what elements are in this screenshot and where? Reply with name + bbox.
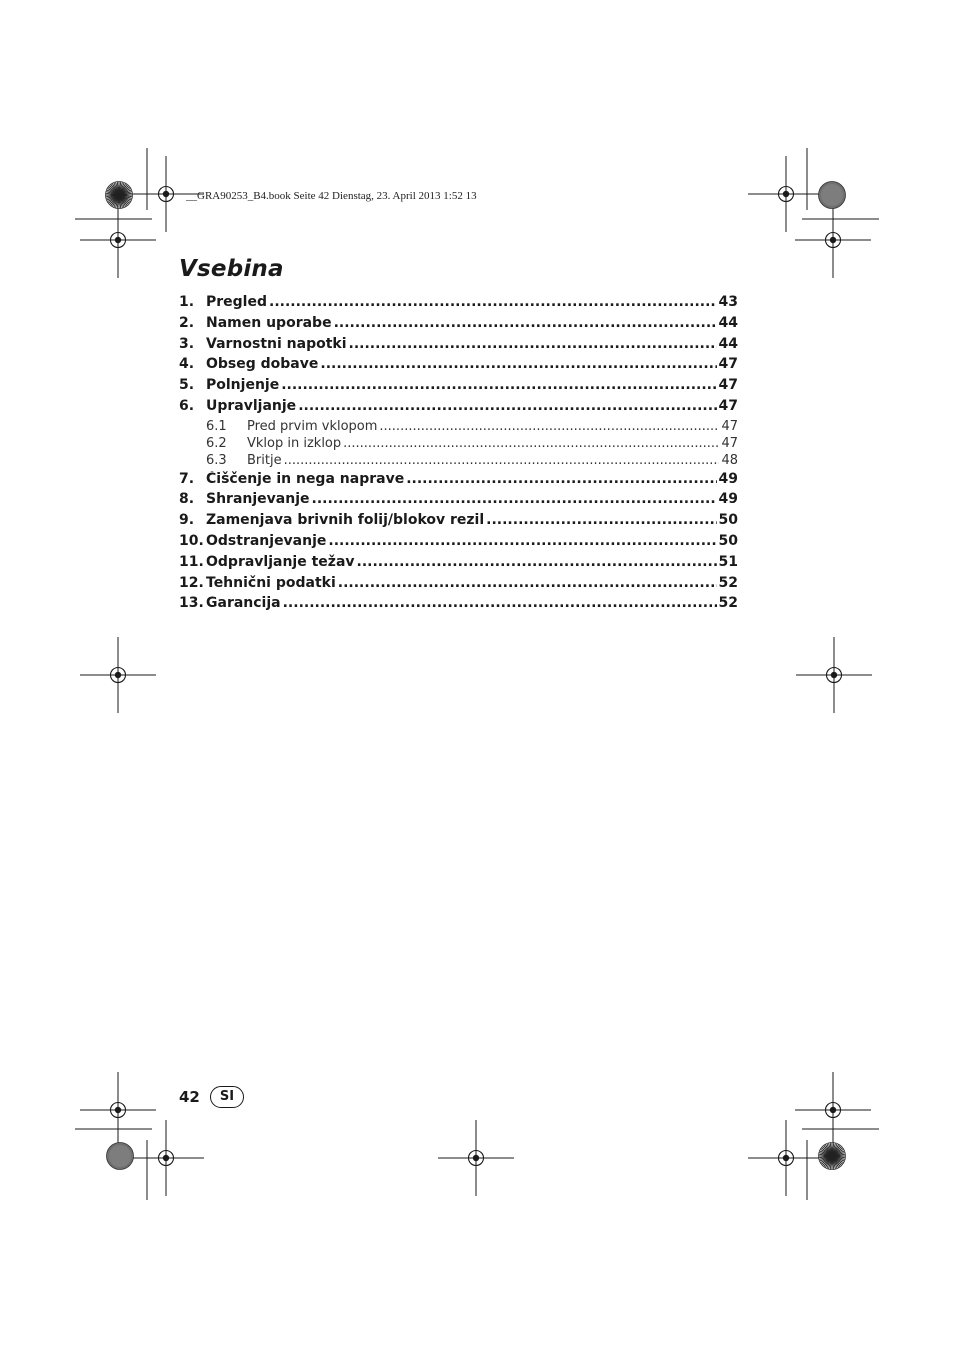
toc-dot-leader [357, 554, 717, 570]
toc-entry-page: 50 [718, 533, 738, 550]
crosshair-circle-icon [80, 637, 156, 713]
toc-entry-label: Pred prvim vklopom [247, 418, 378, 434]
toc-entry-number: 10. [179, 533, 204, 550]
toc-dot-leader [298, 398, 716, 414]
toc-entry-page: 44 [718, 314, 738, 331]
toc-entry-page: 47 [721, 436, 738, 452]
toc-entry-page: 43 [718, 294, 738, 310]
toc-entry-label: Shranjevanje [206, 491, 310, 508]
toc-entry[interactable] [179, 377, 738, 398]
toc-entry[interactable] [179, 336, 738, 357]
toc-entry[interactable] [179, 533, 738, 554]
toc-entry-number: 6.2 [206, 436, 227, 452]
toc-entry[interactable] [179, 512, 738, 533]
toc-entry[interactable] [179, 294, 738, 315]
print-header: __GRA90253_B4.book Seite 42 Dienstag, 23. April 2013 1:52 13 [186, 190, 477, 202]
starburst-circle-icon [107, 1143, 134, 1170]
toc-entry[interactable] [179, 356, 738, 377]
toc-entry-label: Polnjenje [206, 377, 280, 394]
toc-entry[interactable] [179, 453, 738, 470]
toc-entry-number: 12. [179, 574, 204, 591]
toc-entry[interactable] [179, 436, 738, 453]
crosshair-circle-icon [796, 637, 872, 713]
toc-dot-leader [284, 453, 720, 468]
toc-entry-page: 44 [718, 335, 738, 352]
page-title: Vsebina [179, 256, 284, 282]
crosshair-circle-icon [748, 156, 824, 232]
crosshair-circle-icon [748, 1120, 824, 1196]
crosshair-circle-icon [80, 202, 156, 278]
starburst-circle-icon [819, 1143, 846, 1170]
toc-entry-label: Odstranjevanje [206, 533, 327, 550]
toc-entry-number: 1. [179, 294, 195, 310]
toc-entry-number: 5. [179, 377, 195, 394]
toc-entry-label: Zamenjava brivnih folij/blokov rezil [206, 512, 485, 529]
toc-entry[interactable] [179, 419, 738, 436]
toc-entry-number: 6.1 [206, 418, 227, 434]
toc-entry-label: Vklop in izklop [247, 436, 342, 452]
toc-dot-leader [343, 436, 719, 451]
toc-entry-number: 6.3 [206, 453, 227, 469]
toc-entry[interactable] [179, 491, 738, 512]
toc-entry-label: Namen uporabe [206, 314, 332, 331]
starburst-circle-icon [819, 182, 846, 209]
toc-entry-page: 52 [718, 574, 738, 591]
toc-entry-page: 50 [718, 512, 738, 529]
toc-entry[interactable] [179, 471, 738, 492]
toc-entry-number: 9. [179, 512, 195, 529]
toc-entry[interactable] [179, 554, 738, 575]
toc-entry[interactable] [179, 595, 738, 616]
toc-entry-page: 49 [718, 491, 738, 508]
toc-entry-page: 47 [718, 397, 738, 414]
language-badge: SI [210, 1086, 244, 1108]
toc-entry-label: Varnostni napotki [206, 335, 347, 352]
crosshair-circle-icon [128, 1120, 204, 1196]
toc-entry-page: 47 [721, 418, 738, 434]
toc-entry-page: 47 [718, 377, 738, 394]
toc-entry[interactable] [179, 315, 738, 336]
toc-entry-number: 7. [179, 470, 195, 487]
toc-entry-number: 4. [179, 356, 195, 373]
toc-dot-leader [269, 294, 717, 310]
toc-dot-leader [281, 377, 716, 393]
page-number: 42 [179, 1088, 200, 1106]
toc-entry-number: 6. [179, 397, 195, 414]
toc-entry[interactable] [179, 575, 738, 596]
toc-entry-page: 49 [718, 470, 738, 487]
toc-entry-label: Pregled [206, 294, 267, 310]
toc-entry-number: 13. [179, 595, 204, 612]
toc-entry-label: Garancija [206, 595, 281, 612]
toc-entry-label: Čiščenje in nega naprave [206, 470, 405, 487]
toc-dot-leader [334, 315, 717, 331]
toc-entry-label: Upravljanje [206, 397, 297, 414]
crosshair-circle-icon [795, 202, 871, 278]
toc-entry-label: Tehnični podatki [206, 574, 336, 591]
toc-entry[interactable] [179, 398, 738, 419]
toc-dot-leader [320, 356, 716, 372]
toc-dot-leader [328, 533, 716, 549]
crosshair-circle-icon [80, 1072, 156, 1148]
toc-dot-leader [349, 336, 717, 352]
starburst-circle-icon [106, 182, 133, 209]
crosshair-circle-icon [438, 1120, 514, 1196]
toc-entry-page: 47 [718, 356, 738, 373]
toc-entry-number: 8. [179, 491, 195, 508]
toc-entry-page: 51 [718, 553, 738, 570]
toc-dot-leader [379, 419, 719, 434]
toc-dot-leader [283, 595, 717, 611]
crosshair-circle-icon [795, 1072, 871, 1148]
toc-entry-number: 11. [179, 553, 204, 570]
toc-entry-number: 2. [179, 314, 195, 331]
toc-dot-leader [486, 512, 716, 528]
toc-entry-number: 3. [179, 335, 195, 352]
toc-entry-label: Odpravljanje težav [206, 553, 355, 570]
toc-entry-label: Britje [247, 453, 282, 469]
toc-dot-leader [312, 491, 717, 507]
toc-entry-label: Obseg dobave [206, 356, 319, 373]
toc-dot-leader [338, 575, 717, 591]
toc-entry-page: 48 [721, 453, 738, 469]
table-of-contents [179, 294, 738, 616]
toc-entry-page: 52 [718, 595, 738, 612]
toc-dot-leader [406, 471, 716, 487]
